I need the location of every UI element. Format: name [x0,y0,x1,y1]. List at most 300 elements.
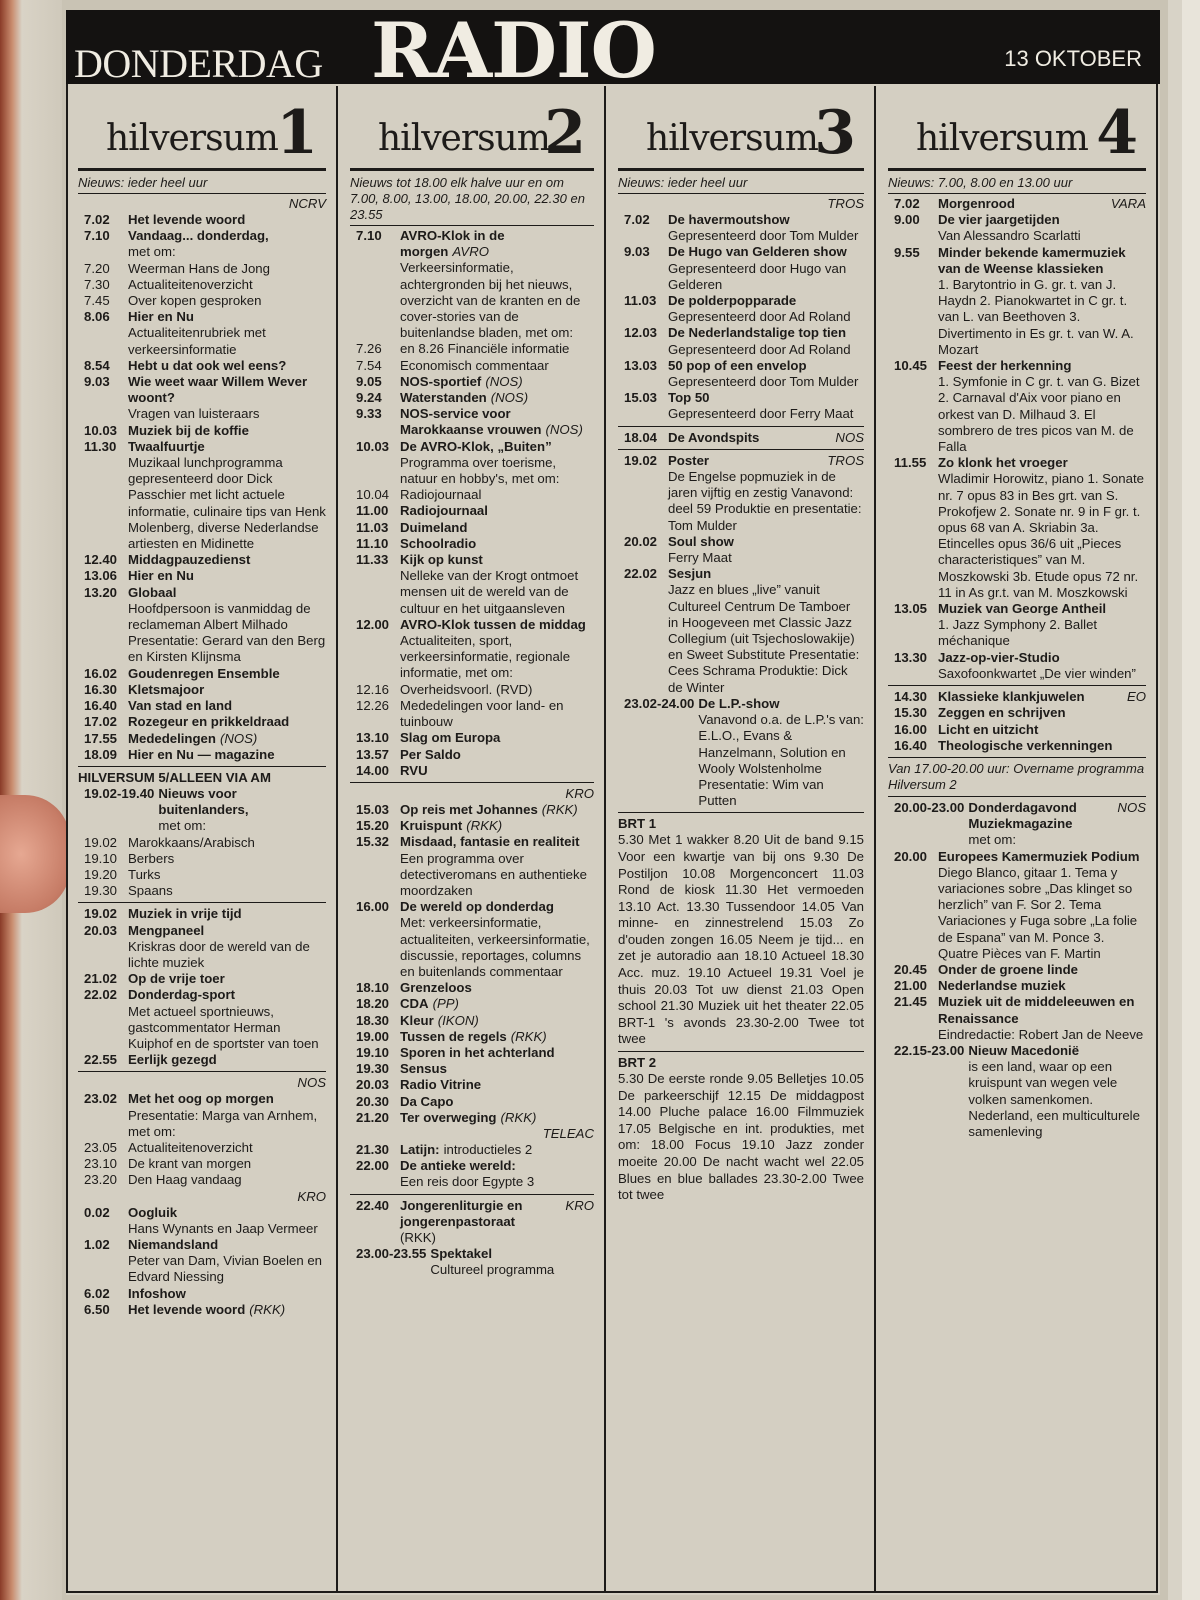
program-list [888,196,1146,682]
broadcaster-tag: VARA [1110,196,1146,211]
program-title: Wie weet waar Willem Wever woont? [128,374,308,406]
program-title: Sporen in het achterland [400,1044,555,1060]
program-description: 1. Symfonie in C gr. t. van G. Bizet 2. Carnaval d'Aix voor piano en orkest van D. Milhaud 3. El sombrero de tres picos van M. de Falla [938,374,1140,455]
program-description: Gepresenteerd door Tom Mulder [668,228,859,244]
program-entry [888,212,1146,244]
program-title: Poster [668,452,710,468]
program-title: Hebt u dat ook wel eens? [128,357,287,373]
program-entry [350,980,594,996]
program-time: 12.03 [624,325,658,341]
program-description: Eindredactie: Robert Jan de Neeve [938,1026,1144,1042]
program-entry [350,374,594,390]
program-entry [78,747,326,763]
program-description: Ferry Maat [668,550,732,566]
program-title: Latijn: [400,1141,440,1157]
program-time: 12.00 [356,616,390,632]
program-title: De Hugo van Gelderen show [668,244,847,260]
program-time: 13.05 [894,601,928,617]
program-title: Licht en uitzicht [938,721,1039,737]
program-title: AVRO-Klok tussen de middag [400,616,586,632]
program-entry [350,802,594,818]
broadcaster-tag: (NOS) [219,730,258,746]
program-time: 7.26 [356,341,382,357]
station-header: hilversum 4 [888,86,1146,171]
program-entry [78,309,326,358]
program-entry [350,487,594,503]
program-entry [350,439,594,488]
program-description: Presentatie: Marga van Arnhem, met om: [128,1107,318,1139]
program-description: Een programma over detectiveromans en authentieke moordzaken [400,850,587,898]
news-note: Nieuws: 7.00, 8.00 en 13.00 uur [888,175,1146,194]
broadcaster-tag: (IKON) [437,1012,479,1028]
program-description: (RKK) [400,1229,436,1245]
program-description: Gepresenteerd door Ad Roland [668,309,851,325]
program-title: Tussen de regels [400,1028,507,1044]
program-title: NOS-service voor Marokkaanse vrouwen [400,406,542,438]
column-hilversum-3 [604,86,874,1591]
program-entry [78,552,326,568]
station-header: hilversum 2 [350,86,594,171]
program-title: Theologische verkenningen [938,737,1113,753]
program-title: Slag om Europa [400,730,501,746]
program-entry [78,714,326,730]
program-title: Vandaag... donderdag, [128,228,269,244]
program-time: 21.00 [894,978,928,994]
program-title: Zo klonk het vroeger [938,455,1068,471]
program-title: Infoshow [128,1285,186,1301]
program-title: Kletsmajoor [128,681,205,697]
program-title: Nieuws voor buitenlanders, [158,785,249,818]
program-description: en 8.26 Financiële informatie [400,341,570,357]
program-time: 13.10 [356,730,390,746]
program-time: 20.00-23.00 [894,799,965,815]
program-entry [78,261,326,277]
program-entry [350,390,594,406]
program-entry [78,867,326,883]
program-time: 9.03 [624,244,650,260]
program-time: 13.20 [84,584,118,600]
program-time: 7.45 [84,293,110,309]
program-time: 20.30 [356,1093,390,1109]
program-list [618,430,864,446]
program-description: Van Alessandro Scarlatti [938,228,1081,244]
program-time: 19.02 [84,906,118,922]
program-entry [78,1302,326,1318]
program-description: Mededelingen voor land- en tuinbouw [400,697,564,730]
program-description: Actualiteitenrubriek met verkeersinformatie [128,325,266,357]
program-title: Globaal [128,584,177,600]
thumb [0,795,70,913]
program-title: RVU [400,762,428,778]
program-time: 19.02 [624,452,658,468]
program-time: 22.55 [84,1052,118,1068]
broadcaster-tag: NOS [1117,799,1146,815]
program-title: Mengpaneel [128,922,205,938]
news-note: Nieuws tot 18.00 elk halve uur en om 7.00, 8.00, 13.00, 18.00, 20.00, 22.30 en 23.55 [350,175,594,226]
program-time: 1.02 [84,1236,110,1252]
program-description: met om: [128,244,176,260]
program-time: 18.30 [356,1012,390,1028]
broadcaster-tag: (RKK) [541,801,578,817]
program-entry [618,244,864,293]
program-title: Top 50 [668,390,710,406]
program-description: Spaans [128,883,173,899]
program-description: is een land, waar op een kruispunt van wegen vele volken samenkomen. Nederland, een multiculturele samenleving [968,1059,1140,1139]
program-title: De Avondspits [668,429,760,445]
program-entry [78,358,326,374]
news-note: Nieuws: ieder heel uur [618,175,864,194]
program-description: Gepresenteerd door Ferry Maat [668,406,854,422]
program-title: De polderpopparade [668,293,797,309]
program-time: 13.06 [84,568,118,584]
program-description: 1. Barytontrio in G. gr. t. van J. Haydn 2. Pianokwartet in C gr. t. van L. van Beethoven 3. Divertimento in Es gr. t. van W. A. Mozart [938,277,1134,357]
program-description: Met actueel sportnieuws, gastcommentator Herman Kuiphof en de sportster van toen [128,1003,319,1051]
program-time: 20.03 [356,1077,390,1093]
program-time: 18.20 [356,996,390,1012]
program-title: De Nederlandstalige top tien [668,325,847,341]
program-time: 9.55 [894,244,920,260]
program-title: 50 pop of een envelop [668,357,807,373]
section-heading: HILVERSUM 5/ALLEEN VIA AM [78,769,271,785]
broadcaster-tag: (PP) [432,996,459,1012]
date-label: 13 OKTOBER [1004,46,1142,71]
broadcaster-tag: KRO [565,1197,594,1213]
program-entry [888,849,1146,962]
program-title: Grenzeloos [400,980,472,996]
brt1-label: BRT 1 [618,816,657,832]
program-time: 9.03 [84,374,110,390]
program-title: Het levende woord [128,212,246,227]
program-title: Goudenregen Ensemble [128,665,280,681]
program-description: Met: verkeersinformatie, actualiteiten, verkeersinformatie, discussie, reportages, columns en buitenlands commentaar [400,915,590,979]
program-title: Muziek bij de koffie [128,422,249,438]
program-title: Kruispunt [400,818,463,834]
program-time: 16.30 [84,681,118,697]
program-time: 8.06 [84,309,110,325]
program-title: Muziek uit de middeleeuwen en Renaissance [938,994,1135,1026]
program-title: Oogluik [128,1204,178,1220]
broadcaster-tag: (NOS) [485,373,523,389]
program-time: 8.54 [84,357,110,373]
program-time: 13.03 [624,357,658,373]
program-entry [350,1246,594,1278]
program-time: 10.45 [894,358,928,374]
program-time: 11.30 [84,438,117,454]
program-entry [78,1156,326,1172]
program-title: Kleur [400,1012,434,1028]
program-title: Per Saldo [400,746,461,762]
program-time: 16.02 [84,665,118,681]
program-title: Niemandsland [128,1236,219,1252]
program-title: Morgenrood [938,196,1015,211]
program-entry [618,358,864,390]
program-list [78,786,326,899]
program-time: 11.03 [624,293,657,309]
program-time: 23.05 [84,1139,118,1155]
program-title: Twaalfuurtje [128,438,205,454]
program-time: 18.10 [356,980,390,996]
program-title: Waterstanden [400,390,487,406]
program-title: De L.P.-show [698,695,780,711]
program-time: 11.33 [356,552,389,568]
news-note: Nieuws: ieder heel uur [78,175,326,194]
program-entry [618,293,864,325]
broadcaster-tag: NOS [835,429,864,445]
program-time: 23.20 [84,1172,118,1188]
broadcaster-label: TELEAC [542,1125,594,1141]
program-entry [618,534,864,566]
program-entry [78,906,326,922]
program-description: Programma over toerisme, natuur en hobby's, met om: [400,454,560,487]
program-time: 7.54 [356,357,382,373]
program-time: 7.02 [624,212,650,227]
program-title: Hier en Nu [128,568,194,584]
broadcaster-tag: (NOS) [490,390,529,406]
program-time: 11.00 [356,503,389,519]
program-time: 14.00 [356,762,390,778]
program-time: 18.09 [84,746,118,762]
program-list [888,800,1146,1140]
program-description: Marokkaans/Arabisch [128,834,255,850]
program-time: 15.30 [894,705,928,721]
program-time: 11.55 [894,455,927,471]
program-description: Overheidsvoorl. (RVD) [400,681,533,697]
program-entry [78,1205,326,1237]
program-entry [618,212,864,244]
program-title: Onder de groene linde [938,961,1078,977]
broadcaster-tag: TROS [827,452,864,468]
program-entry [350,1045,594,1061]
program-description: Vragen van luisteraars [128,406,260,422]
program-time: 21.20 [356,1109,390,1125]
program-entry [350,763,594,779]
header-banner [66,6,1160,95]
program-time: 7.30 [84,276,110,292]
program-time: 0.02 [84,1204,110,1220]
radio-guide-page [66,6,1160,1595]
program-description: 1. Jazz Symphony 2. Ballet méchanique [938,617,1098,649]
program-time: 12.26 [356,697,390,713]
program-description: Economisch commentaar [400,357,549,373]
program-time: 22.15-23.00 [894,1042,965,1058]
program-entry [888,738,1146,754]
program-time: 7.02 [894,196,920,211]
program-list [78,212,326,763]
broadcaster-tag: EO [1126,689,1146,705]
program-entry [78,1172,326,1188]
program-title: Hier en Nu — magazine [128,746,275,762]
program-title: Op de vrije toer [128,971,225,987]
program-entry [350,617,594,682]
program-entry [350,1013,594,1029]
program-title: Rozegeur en prikkeldraad [128,714,290,730]
program-description: De krant van morgen [128,1156,252,1172]
program-entry [618,566,864,696]
program-time: 16.40 [894,737,928,753]
program-time: 10.03 [84,422,118,438]
program-time: 17.02 [84,714,118,730]
program-title: Zeggen en schrijven [938,705,1066,721]
program-entry [350,536,594,552]
program-description: met om: [158,818,207,834]
section-title: RADIO [371,6,656,95]
program-description: Gepresenteerd door Tom Mulder [668,374,859,390]
program-entry [350,996,594,1012]
program-description: Turks [128,866,161,882]
program-entry [78,439,326,552]
program-entry [78,923,326,972]
day-label: DONDERDAG [74,41,323,86]
program-title: Muziek van George Antheil [938,601,1107,617]
broadcaster-label: NCRV [288,196,326,211]
program-entry [888,722,1146,738]
program-title: Met het oog op morgen [128,1091,274,1107]
program-time: 22.00 [356,1158,390,1174]
program-entry [350,682,594,698]
program-entry [888,962,1146,978]
program-title: Mededelingen [128,730,216,746]
program-time: 21.30 [356,1141,390,1157]
program-title: Ter overweging [400,1109,497,1125]
brt2-label: BRT 2 [618,1055,657,1071]
program-entry [78,883,326,899]
program-entry [350,503,594,519]
program-time: 9.05 [356,373,382,389]
program-entry [350,1158,594,1190]
program-entry [78,682,326,698]
program-list [888,689,1146,754]
program-description: Actualiteiten, sport, verkeersinformatie, regionale informatie, met om: [400,633,571,681]
program-entry [618,390,864,422]
program-entry [78,1091,326,1140]
program-description: De Engelse popmuziek in de jaren vijftig en zestig Vanavond: deel 59 Produktie en presentatie: Tom Mulder [668,469,862,533]
program-title: Op reis met Johannes [400,801,538,817]
program-time: 23.02-24.00 [624,695,695,711]
program-list [78,1205,326,1318]
program-description: Over kopen gesproken [128,293,262,309]
program-title: Van stad en land [128,698,233,714]
program-description: Hoofdpersoon is vanmiddag de reclameman Albert Milhado Presentatie: Gerard van den Berg en Kirsten Klijnsma [128,600,326,665]
program-entry [350,358,594,374]
page-edge-right [1168,0,1200,1600]
program-entry [350,1142,594,1158]
program-title: Donderdagavond Muziekmagazine [968,799,1077,832]
program-title: Het levende woord [128,1301,246,1317]
program-time: 21.02 [84,971,118,987]
program-time: 23.00-23.55 [356,1246,427,1262]
program-entry [78,731,326,747]
program-entry [350,552,594,617]
column-hilversum-4 [874,86,1156,1591]
program-entry [350,899,594,980]
program-description: Wladimir Horowitz, piano 1. Sonate nr. 7 opus 83 in Bes grt. van S. Prokofjew 2. Sonate nr. 9 in F gr. t. opus 68 van A. Skriabin 3a. Etincelles opus 36/6 uit „Pieces characteristiques” van M. Moszkowski 3b. Etude opus 72 nr. 11 in As gr.t. van M. Moszkowski [938,471,1144,600]
program-entry [350,1198,594,1247]
program-title: Feest der herkenning [938,358,1072,374]
program-time: 12.16 [356,681,390,697]
program-time: 10.04 [356,487,390,503]
program-title: Kijk op kunst [400,552,483,568]
program-time: 15.03 [624,390,658,406]
broadcaster-label: NOS [297,1075,326,1091]
program-title: Minder bekende kamermuziek van de Weense klassieken [938,244,1126,276]
program-entry [78,568,326,584]
program-description: Actualiteitenoverzicht [128,276,253,292]
program-entry [78,666,326,682]
program-description: Berbers [128,850,175,866]
program-time: 19.10 [84,850,118,866]
program-entry [78,374,326,423]
program-entry [78,851,326,867]
program-entry [618,430,864,446]
program-time: 14.30 [894,689,928,705]
program-time: 23.02 [84,1091,118,1107]
program-list [350,1142,594,1191]
program-time: 7.10 [84,228,110,244]
program-title: Europees Kamermuziek Podium [938,848,1140,864]
program-time: 7.10 [356,228,382,243]
program-entry [350,1110,594,1126]
program-entry [888,705,1146,721]
program-time: 20.00 [894,848,928,864]
program-title: De antieke wereld: [400,1158,516,1174]
program-time: 9.00 [894,212,920,228]
program-title: Radio Vitrine [400,1077,482,1093]
program-description: Diego Blanco, gitaar 1. Tema y variaciones sobre „Das klinget so herzlich” van F. Sor 2. Tema Variaciones y Fuga sobre „La folie de Espana” van M. Ponce 3. Quatre Pièces van F. Martin [938,864,1138,961]
program-entry [888,245,1146,358]
program-time: 21.45 [894,994,928,1010]
program-list [350,1198,594,1279]
program-list [618,212,864,423]
program-entry [78,423,326,439]
program-entry [888,601,1146,650]
program-entry [350,834,594,899]
program-title: De wereld op donderdag [400,899,554,915]
program-entry [78,786,326,835]
program-entry [350,228,594,341]
program-time: 11.10 [356,535,389,551]
program-entry [618,325,864,357]
program-time: 19.00 [356,1028,390,1044]
program-time: 16.00 [356,899,390,915]
program-time: 12.40 [84,552,118,568]
program-description: Gepresenteerd door Hugo van Gelderen [668,260,847,292]
program-title: Spektakel [430,1246,492,1262]
broadcaster-tag: (NOS) [545,422,583,438]
program-entry [888,994,1146,1043]
program-title: Radiojournaal [400,503,488,519]
program-entry [78,1052,326,1068]
program-time: 20.02 [624,533,658,549]
program-entry [888,358,1146,455]
program-list [350,802,594,1126]
program-entry [350,747,594,763]
program-entry [78,277,326,293]
program-time: 15.03 [356,801,390,817]
program-entry [888,800,1146,849]
program-time: 16.00 [894,721,928,737]
station-header: hilversum 3 [618,86,864,171]
program-title: Eerlijk gezegd [128,1052,217,1068]
broadcaster-label: KRO [565,785,594,801]
program-entry [888,650,1146,682]
program-title: De AVRO-Klok, „Buiten” [400,438,552,454]
program-title: Duimeland [400,519,468,535]
broadcaster-label: KRO [297,1188,326,1204]
program-title: Soul show [668,533,734,549]
program-time: 19.30 [84,883,118,899]
program-time: 6.50 [84,1301,110,1317]
program-title: Nieuw Macedonië [968,1042,1080,1058]
